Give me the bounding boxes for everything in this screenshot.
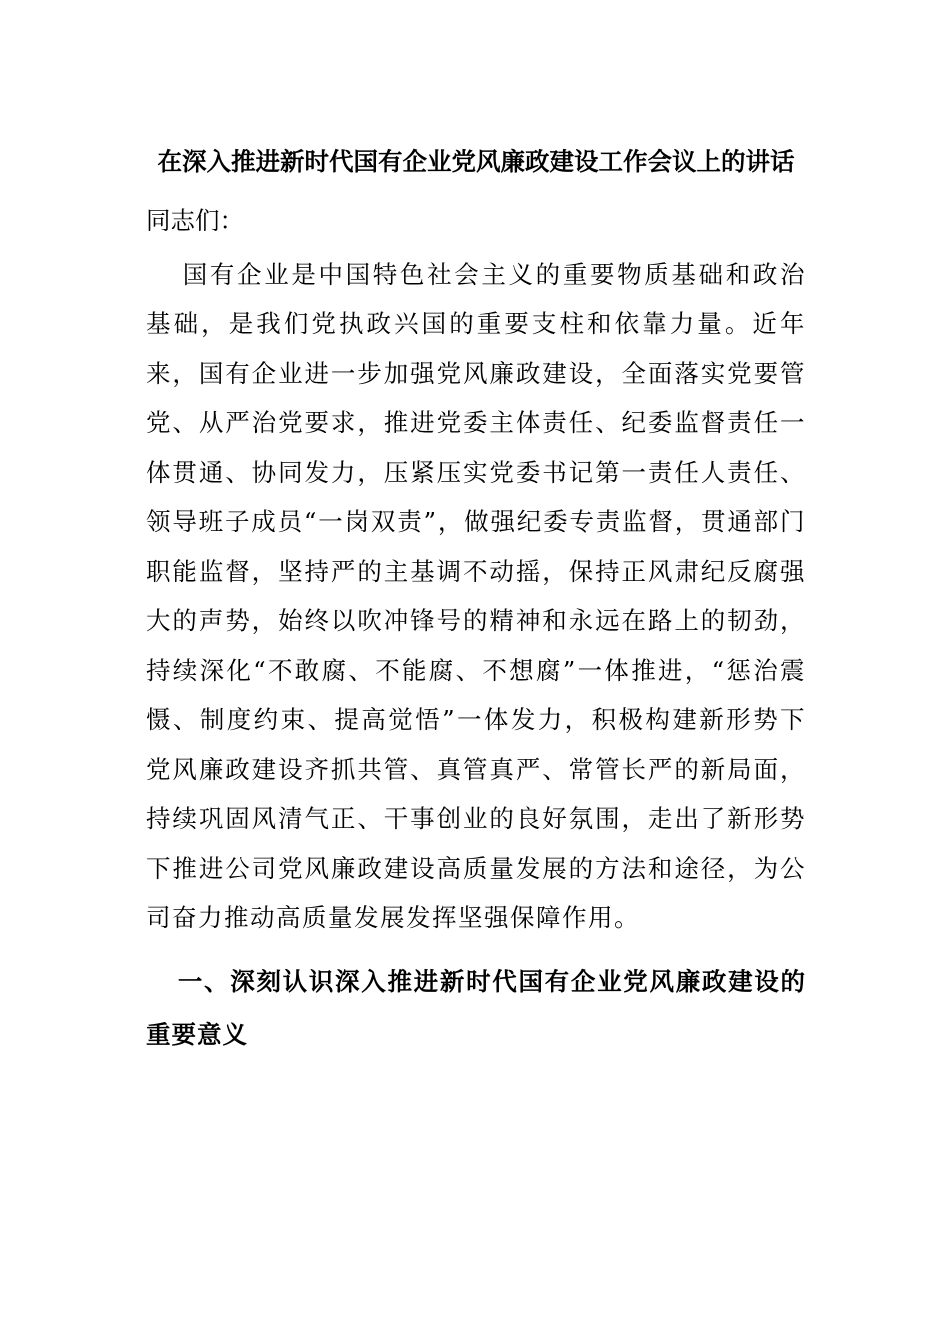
section-heading: 一、深刻认识深入推进新时代国有企业党风廉政建设的重要意义	[146, 966, 806, 1049]
salutation: 同志们：	[146, 206, 244, 235]
document-page	[146, 140, 806, 1061]
body-paragraph: 国有企业是中国特色社会主义的重要物质基础和政治基础，是我们党执政兴国的重要支柱和依靠力量。近年来，国有企业进一步加强党风廉政建设，全面落实党要管党、从严治党要求，推进党委主体责任、纪委监督责任一体贯通、协同发力，压紧压实党委书记第一责任人责任、领导班子成员“一岗双责”，做强纪委专责监督，贯通部门职能监督，坚持严的主基调不动摇，保持正风肃纪反腐强大的声势，始终以吹冲锋号的精神和永远在路上的韧劲，持续深化“不敢腐、不能腐、不想腐”一体推进，“惩治震慑、制度约束、提高觉悟”一体发力，积极构建新形势下党风廉政建设齐抓共管、真管真严、常管长严的新局面，持续巩固风清气正、干事创业的良好氛围，走出了新形势下推进公司党风廉政建设高质量发展的方法和途径，为公司奋力推动高质量发展发挥坚强保障作用。	[146, 259, 806, 932]
document-title: 在深入推进新时代国有企业党风廉政建设工作会议上的讲话	[157, 147, 795, 176]
